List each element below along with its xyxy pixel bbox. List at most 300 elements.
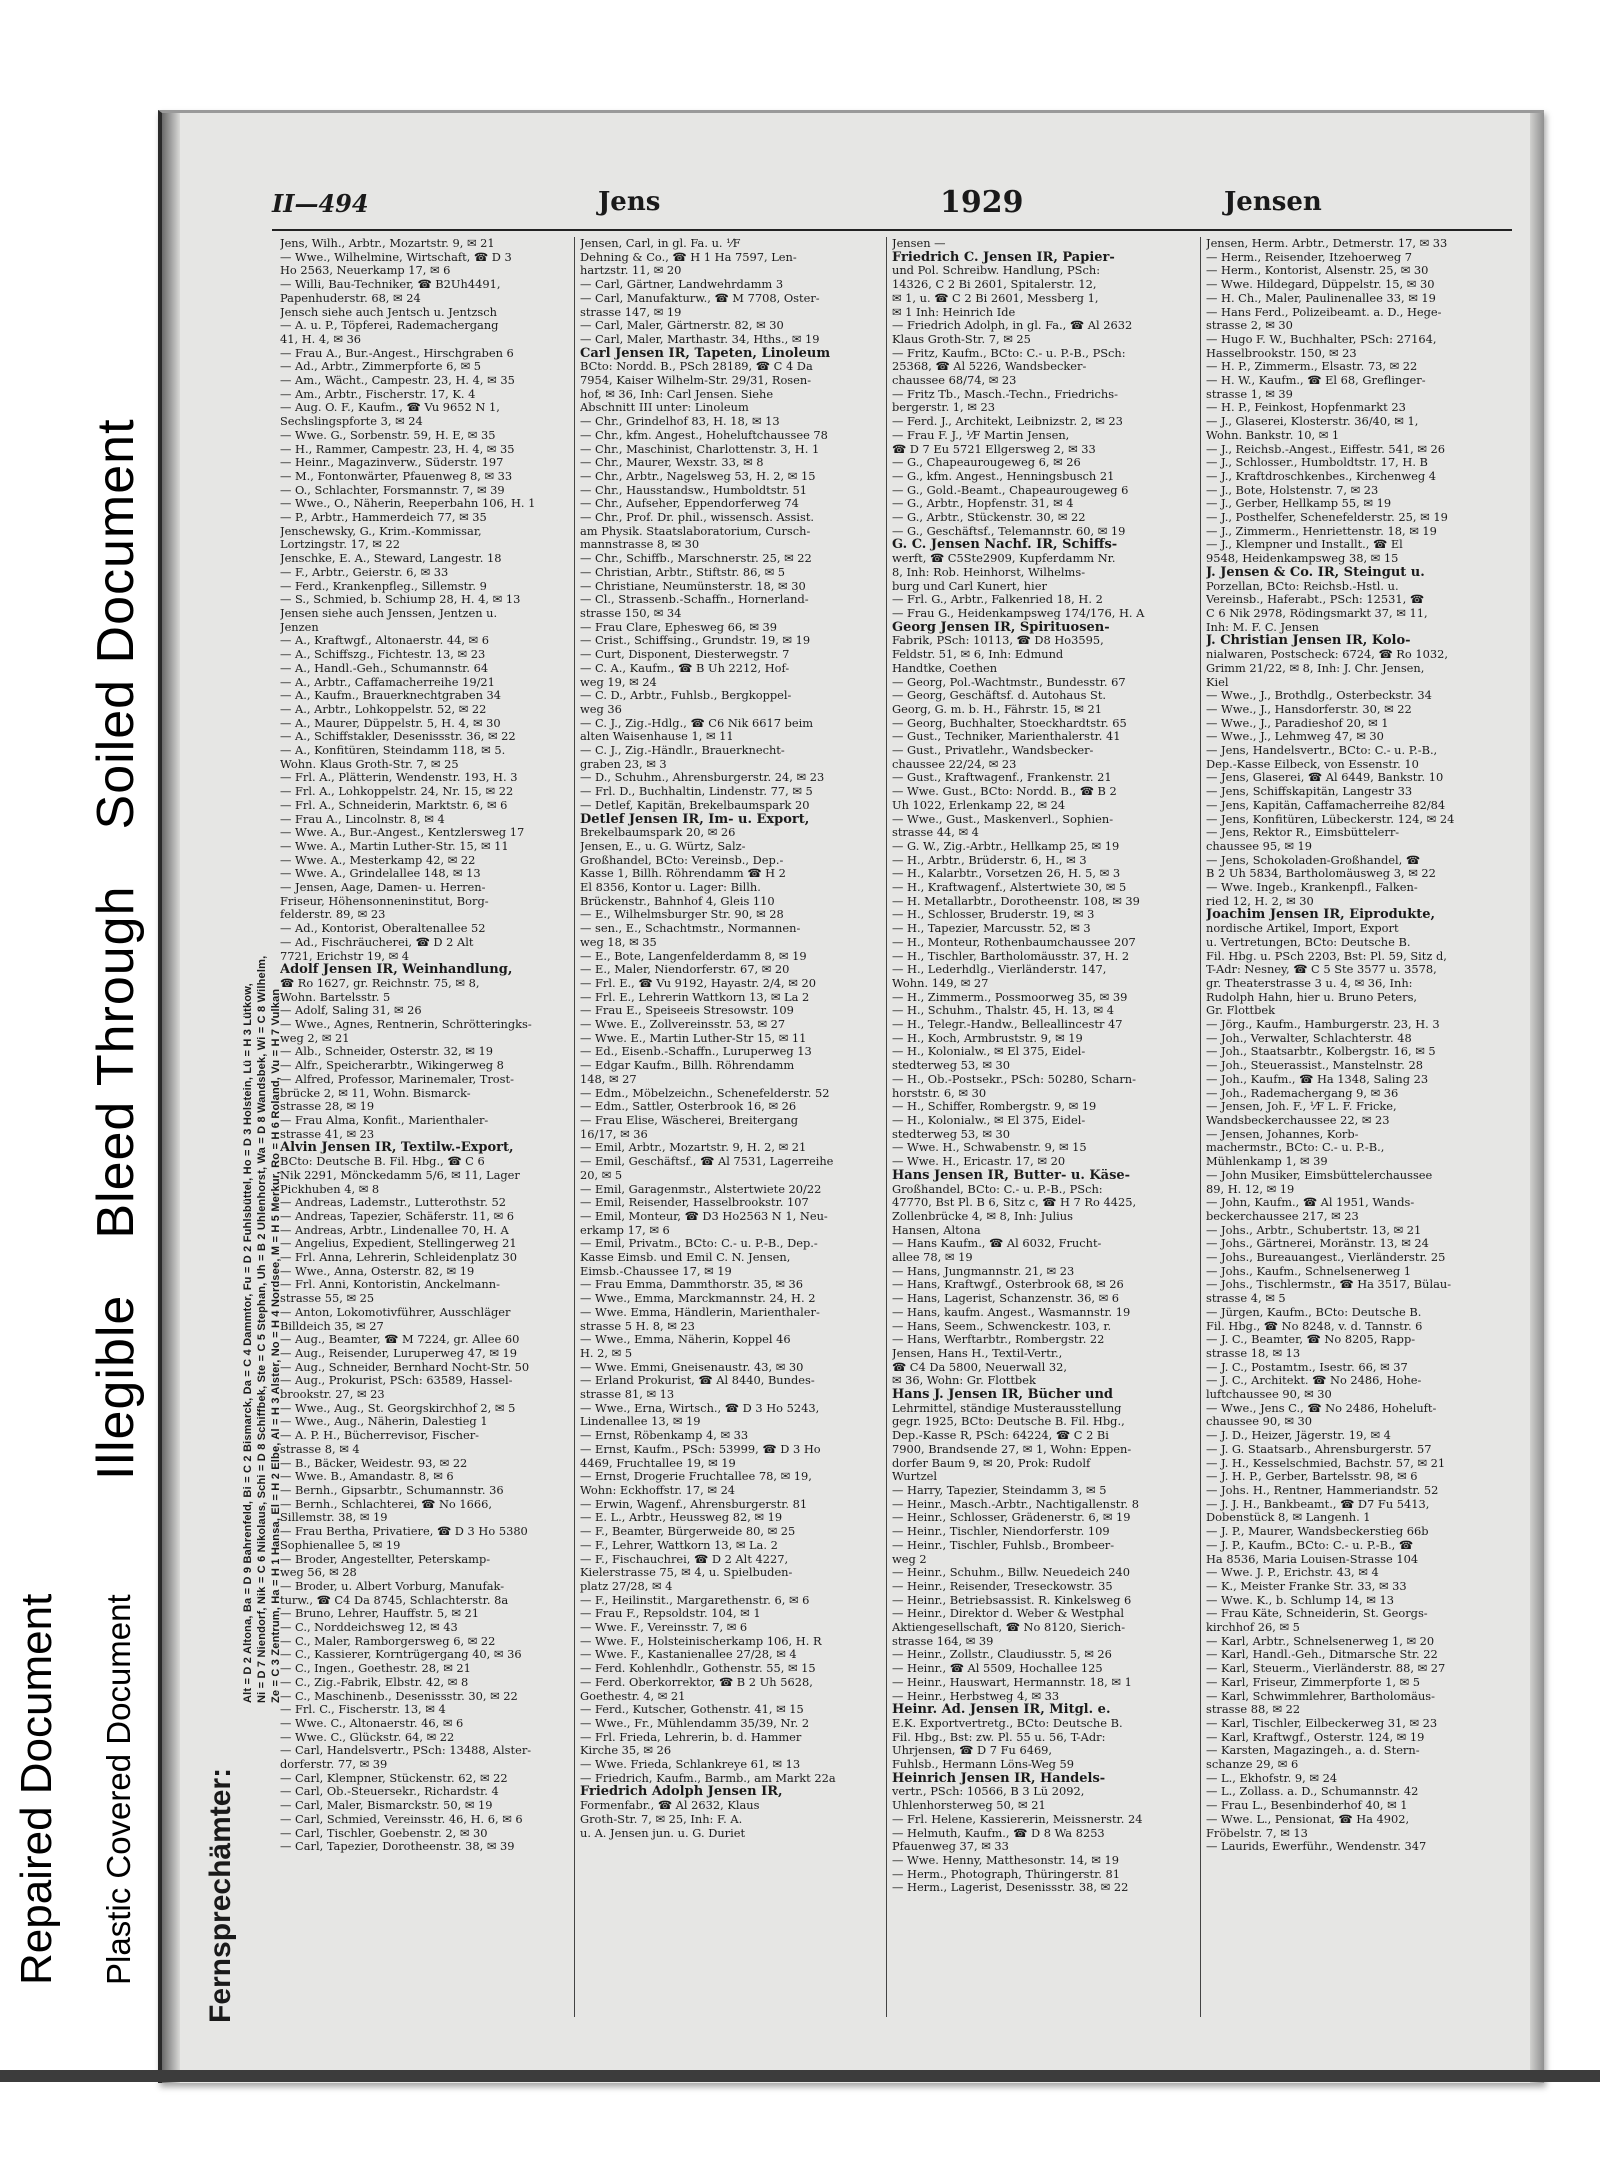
directory-entry: — Heinr., Zollstr., Claudiusstr. 5, ✉ 26 [892,1648,1112,1662]
directory-entry: — M., Fontonwärter, Pfauenweg 8, ✉ 33 [280,469,513,483]
directory-entry: — Heinr., Reisender, Treseckowstr. 35 [892,1579,1113,1593]
directory-entry: — Ferd. Kohlenhdlr., Gothenstr. 55, ✉ 15 [580,1662,816,1676]
label-repaired-document: Repaired Document [12,1593,61,1985]
directory-entry: Papenhuderstr. 68, ✉ 24 [280,291,421,305]
directory-entry: — Heinr., Hauswart, Hermannstr. 18, ✉ 1 [892,1675,1132,1689]
directory-entry: Hansen, Altona [892,1223,981,1237]
directory-entry: — Gust., Kraftwagenf., Frankenstr. 21 [892,771,1112,785]
directory-entry: — Chr., Grindelhof 83, H. 18, ✉ 13 [580,415,780,429]
directory-entry: — Frau E., Speiseeis Stresowstr. 109 [580,1004,794,1018]
directory-entry: — Chr., Aufseher, Eppendorferweg 74 [580,497,799,511]
directory-entry: Carl Jensen IR, Tapeten, Linoleum [580,346,831,361]
directory-entry: ☎ C4 Da 5800, Neuerwall 32, [892,1360,1067,1374]
directory-entry: — Alfred, Professor, Marinemaler, Trost- [280,1072,514,1086]
page-header [272,185,1512,231]
directory-entry: strasse 2, ✉ 30 [1206,319,1293,333]
directory-entry: Grimm 21/22, ✉ 8, Inh: J. Chr. Jensen, [1206,661,1425,675]
directory-entry: — Herm., Photograph, Thüringerstr. 81 [892,1867,1121,1881]
directory-entry: — Carl, Tischler, Goebenstr. 2, ✉ 30 [280,1826,488,1840]
directory-entry: — Wwe. A., Mesterkamp 42, ✉ 22 [280,853,476,867]
directory-entry: Porzellan, BCto: Reichsb.-Hstl. u. [1206,579,1399,593]
directory-entry: — Wwe. Emmi, Gneisenaustr. 43, ✉ 30 [580,1360,804,1374]
directory-entry: — Emil, Privatm., BCto: C.- u. P.-B., Dep.- [580,1237,818,1251]
directory-entry: — Ed., Eisenb.-Schaffn., Luruperweg 13 [580,1045,812,1059]
directory-entry: — Wwe. J. P., Erichstr. 43, ✉ 4 [1206,1566,1379,1580]
directory-entry: strasse 1, ✉ 39 [1206,387,1293,401]
directory-entry: — Karl, Arbtr., Schnelsenerweg 1, ✉ 20 [1206,1634,1435,1648]
directory-entry: — Wwe., Aug., Näherin, Dalestieg 1 [280,1415,488,1429]
directory-entry: nordische Artikel, Import, Export [1206,922,1399,936]
directory-entry: — Heinr., Herbstweg 4, ✉ 33 [892,1689,1060,1703]
directory-entry: T-Adr: Nesney, ☎ C 5 Ste 3577 u. 3578, [1206,963,1437,977]
directory-entry: 20, ✉ 5 [580,1168,623,1182]
directory-entry: — Jens, Glaserei, ☎ Al 6449, Bankstr. 10 [1206,771,1444,785]
directory-entry: — Frl. A., Lohkoppelstr. 24, Nr. 15, ✉ 22 [280,785,514,799]
directory-entry: gegr. 1925, BCto: Deutsche B. Fil. Hbg., [892,1415,1125,1429]
directory-entry: — Alfr., Speicherarbtr., Wikingerweg 8 [280,1059,504,1073]
directory-entry: — Broder, u. Albert Vorburg, Manufak- [280,1579,505,1593]
directory-entry: — C. J., Zig.-Hdlg., ☎ C6 Nik 6617 beim [580,716,814,730]
directory-entry: Groth-Str. 7, ✉ 25, Inh: F. A. [580,1812,743,1826]
directory-entry: burg und Carl Kunert, hier [892,579,1047,593]
header-year: 1929 [940,185,1024,220]
directory-entry: 9548, Heidenkampsweg 38, ✉ 15 [1206,552,1399,566]
directory-entry: Aktiengesellschaft, ☎ No 8120, Sierich- [892,1621,1126,1635]
directory-entry: — C. A., Kaufm., ☎ B Uh 2212, Hof- [580,661,790,675]
directory-entry: — Georg, Pol.-Wachtmstr., Bundesstr. 67 [892,675,1126,689]
directory-entry: — Emil, Geschäftsf., ☎ Al 7531, Lagerreihe [580,1155,834,1169]
directory-entry: — Frau Alma, Konfit., Marienthaler- [280,1114,489,1127]
directory-entry: — Ferd. J., Architekt, Leibnizstr. 2, ✉ 23 [892,415,1123,429]
directory-entry: — Wwe. H., Schwabenstr. 9, ✉ 15 [892,1141,1087,1155]
directory-entry: Billdeich 35, ✉ 27 [280,1319,384,1333]
directory-entry: — Wwe., Gust., Maskenverl., Sophien- [892,812,1114,826]
directory-entry: — Wwe. C., Glückstr. 64, ✉ 22 [280,1730,455,1744]
directory-column-3 [892,237,1196,2057]
directory-entry: — Wwe., J., Hansdorferstr. 30, ✉ 22 [1206,702,1412,716]
directory-entry: Uhrjensen, ☎ D 7 Fu 6469, [892,1744,1053,1758]
directory-entry: — J., Kraftdroschkenbes., Kirchenweg 4 [1206,469,1437,483]
directory-entry: — Fritz, Kaufm., BCto: C.- u. P.-B., PSch: [892,346,1126,360]
directory-entry: — Christiane, Neumünsterstr. 18, ✉ 30 [580,579,806,593]
directory-entry: — J. J. H., Bankbeamt., ☎ D7 Fu 5413, [1206,1497,1430,1511]
directory-entry: Jensch siehe auch Jentsch u. Jentzsch [280,305,497,319]
directory-entry: — A., Schiffszg., Fichtestr. 13, ✉ 23 [280,648,486,662]
directory-entry: — Chr., Schiffb., Marschnerstr. 25, ✉ 22 [580,552,812,566]
directory-entry: — John, Kaufm., ☎ Al 1951, Wands- [1206,1196,1415,1210]
directory-entry: — Wwe. C., Altonaerstr. 46, ✉ 6 [280,1716,464,1730]
directory-entry: chaussee 90, ✉ 30 [1206,1415,1313,1429]
directory-entry: — Johs., Arbtr., Schubertstr. 13, ✉ 21 [1206,1223,1422,1237]
directory-entry: — Wwe., J., Brothdlg., Osterbeckstr. 34 [1206,689,1432,703]
directory-entry: Joachim Jensen IR, Eiprodukte, [1206,908,1436,923]
directory-entry: Jensen, Carl, in gl. Fa. u. ⅟F [580,237,741,250]
directory-entry: strasse 81, ✉ 13 [580,1388,675,1402]
directory-entry: weg 18, ✉ 35 [580,935,657,949]
directory-entry: — Heinr., Direktor d. Weber & Westphal [892,1607,1124,1621]
page-number: II—494 [272,189,369,218]
column-divider [574,237,575,2017]
directory-entry: — Johs., Kaufm., Schnelsenerweg 1 [1206,1264,1411,1278]
directory-entry: — Hans, Kraftwgf., Osterbrook 68, ✉ 26 [892,1278,1124,1292]
directory-entry: — Heinr., Tischler, Fuhlsb., Brombeer- [892,1538,1115,1552]
directory-entry: — Herm., Lagerist, Desenissstr. 38, ✉ 22 [892,1881,1129,1895]
directory-entry: — Wwe. F., Holsteinischerkamp 106, H. R [580,1634,822,1648]
directory-entry: BCto: Deutsche B. Fil. Hbg., ☎ C 6 [280,1155,485,1169]
directory-entry: Heinrich Jensen IR, Handels- [892,1771,1106,1786]
directory-entry: — C., Maler, Ramborgersweg 6, ✉ 22 [280,1634,496,1648]
directory-entry: — Edm., Möbelzeichn., Schenefelderstr. 52 [580,1086,830,1100]
directory-entry: Klaus Groth-Str. 7, ✉ 25 [892,332,1031,346]
directory-entry: — Bernh., Schlachterei, ☎ No 1666, [280,1497,493,1511]
directory-entry: — Alb., Schneider, Osterstr. 32, ✉ 19 [280,1045,493,1059]
directory-entry: — Heinr., Masch.-Arbtr., Nachtigallenstr. 8 [892,1497,1140,1511]
directory-entry: — Hans, Lagerist, Schanzenstr. 36, ✉ 6 [892,1292,1120,1306]
directory-entry: Gr. Flottbek [1206,1004,1276,1018]
directory-entry: — C. D., Arbtr., Fuhlsb., Bergkoppel- [580,689,792,703]
directory-entry: — J., Posthelfer, Schenefelderstr. 25, ✉ 19 [1206,511,1448,525]
directory-entry: — Ferd., Kutscher, Gothenstr. 41, ✉ 15 [580,1703,804,1717]
directory-entry: Großhandel, BCto: Vereinsb., Dep.- [580,853,784,867]
directory-entry: — Frau F., Repsoldstr. 104, ✉ 1 [580,1607,761,1621]
directory-entry: — Frau L., Besenbinderhof 40, ✉ 1 [1206,1799,1408,1813]
directory-entry: — Frau A., Lincolnstr. 8, ✉ 4 [280,812,445,826]
directory-entry: Alvin Jensen IR, Textilw.-Export, [280,1141,514,1156]
directory-entry: — D., Schuhm., Ahrensburgerstr. 24, ✉ 23 [580,771,825,785]
directory-entry: Wohn. Klaus Groth-Str. 7, ✉ 25 [280,757,459,771]
directory-entry: — H., Arbtr., Brüderstr. 6, H., ✉ 3 [892,853,1087,867]
directory-entry: — J. D., Heizer, Jägerstr. 19, ✉ 4 [1206,1429,1391,1443]
column-divider [886,237,887,2017]
directory-entry: — G., kfm. Angest., Henningsbusch 21 [892,469,1115,483]
directory-entry: — Aug., Reisender, Luruperweg 47, ✉ 19 [280,1346,518,1360]
directory-entry: brücke 2, ✉ 11, Wohn. Bismarck- [280,1086,471,1100]
directory-entry: weg 56, ✉ 28 [280,1566,357,1580]
directory-entry: — Andreas, Arbtr., Lindenallee 70, H. A [280,1223,509,1237]
directory-entry: C 6 Nik 2978, Rödingsmarkt 37, ✉ 11, [1206,606,1428,620]
directory-entry: 4469, Fruchtallee 19, ✉ 19 [580,1456,736,1470]
directory-entry: Jenschewsky, G., Krim.-Kommissar, [280,524,482,538]
directory-entry: — Wwe., Anna, Osterstr. 82, ✉ 19 [280,1264,475,1278]
directory-entry: strasse 150, ✉ 34 [580,606,682,620]
directory-entry: Adolf Jensen IR, Weinhandlung, [280,963,513,977]
directory-entry: — Frau A., Bur.-Angest., Hirschgraben 6 [280,346,514,360]
directory-entry: — Hans, kaufm. Angest., Wasmannstr. 19 [892,1305,1131,1319]
directory-entry: — J. H. P., Gerber, Bartelsstr. 98, ✉ 6 [1206,1470,1418,1484]
directory-entry: — Wwe., Fr., Mühlendamm 35/39, Nr. 2 [580,1716,810,1730]
directory-entry: — Bernh., Gipsarbtr., Schumannstr. 36 [280,1483,504,1497]
directory-entry: — Friedrich, Kaufm., Barmb., am Markt 22a [580,1771,836,1785]
directory-entry: erkamp 17, ✉ 6 [580,1223,670,1237]
directory-entry: Ha 8536, Maria Louisen-Strasse 104 [1206,1552,1419,1566]
directory-entry: — H., Lederhdlg., Vierländerstr. 147, [892,963,1107,977]
directory-entry: — Georg, Buchhalter, Stoeckhardtstr. 65 [892,716,1127,730]
directory-entry: 148, ✉ 27 [580,1072,637,1086]
directory-entry: ried 12, H. 2, ✉ 30 [1206,894,1314,908]
directory-entry: — Frl. C., Fischerstr. 13, ✉ 4 [280,1703,446,1717]
directory-entry: Heinr. Ad. Jensen IR, Mitgl. e. [892,1703,1111,1717]
directory-entry: — Frau Clare, Ephesweg 66, ✉ 39 [580,620,778,634]
directory-entry: — Johs. H., Rentner, Hammeriandstr. 52 [1206,1483,1439,1497]
directory-entry: — C., Ingen., Goethestr. 28, ✉ 21 [280,1662,471,1676]
directory-entry: — Andreas, Tapezier, Schäferstr. 11, ✉ 6 [280,1209,515,1223]
directory-entry: — Emil, Arbtr., Mozartstr. 9, H. 2, ✉ 21 [580,1141,807,1155]
directory-entry: — Chr., Maschinist, Charlottenstr. 3, H. 1 [580,442,820,456]
directory-entry: Jensen, Hans H., Textil-Vertr., [892,1346,1063,1360]
directory-entry: Kasse 1, Billh. Röhrendamm ☎ H 2 [580,867,786,881]
directory-entry: BCto: Nordd. B., PSch 28189, ☎ C 4 Da [580,360,813,374]
directory-entry: stedterweg 53, ✉ 30 [892,1127,1011,1141]
directory-entry: und Pol. Schreibw. Handlung, PSch: [892,264,1101,278]
directory-entry: — Jürgen, Kaufm., BCto: Deutsche B. [1206,1305,1422,1319]
directory-entry: J. Jensen & Co. IR, Steingut u. [1206,565,1425,580]
directory-entry: — Carl, Handelsvertr., PSch: 13488, Alster- [280,1744,532,1758]
directory-entry: Sechslingspforte 3, ✉ 24 [280,415,423,429]
directory-entry: — Angelius, Expedient, Stellingerweg 21 [280,1237,517,1251]
legend-line: Alt = D 2 Altona, Ba = D 9 Bahrenfeld, Bi = C 2 Bismarck, Da = C 4 Dammtor, Fu = D 2 Fuhlsbüttel, Ho = D 3 Holstein, Lü = H 3 Lütkow, [242,983,254,1703]
directory-entry: strasse 8, ✉ 4 [280,1442,360,1456]
directory-entry: dorfer Baum 9, ✉ 20, Prok: Rudolf [892,1456,1091,1470]
directory-entry: — Aug. O. F., Kaufm., ☎ Vu 9652 N 1, [280,401,500,415]
directory-entry: — Ernst, Drogerie Fruchtallee 78, ✉ 19, [580,1470,812,1484]
directory-entry: — sen., E., Schachtmstr., Normannen- [580,922,801,936]
directory-entry: — Carl, Tapezier, Dorotheenstr. 38, ✉ 39 [280,1840,515,1854]
directory-entry: — Gust., Techniker, Marienthalerstr. 41 [892,730,1121,744]
directory-entry: Uh 1022, Erlenkamp 22, ✉ 24 [892,798,1066,812]
directory-entry: Sillemstr. 38, ✉ 19 [280,1511,388,1525]
directory-entry: Wohn: Eckhoffstr. 17, ✉ 24 [580,1483,736,1497]
directory-column-4 [1206,237,1516,2057]
directory-entry: — H., Kalarbtr., Vorsetzen 26, H. 5, ✉ 3 [892,867,1121,881]
directory-entry: — G., Chapeaurougeweg 6, ✉ 26 [892,456,1081,470]
directory-entry: stedterweg 53, ✉ 30 [892,1059,1011,1073]
directory-entry: — H., Schiffer, Rombergstr. 9, ✉ 19 [892,1100,1097,1114]
directory-entry: — Heinr., Schlosser, Grädenerstr. 6, ✉ 19 [892,1511,1131,1525]
directory-entry: — Laurids, Ewerführ., Wendenstr. 347 [1206,1840,1427,1854]
directory-entry: — H., Kolonialw., ✉ El 375, Eidel- [892,1114,1086,1127]
directory-entry: 8, Inh: Rob. Heinhorst, Wilhelms- [892,565,1086,579]
directory-entry: Fabrik, PSch: 10113, ☎ D8 Ho3595, [892,634,1104,648]
label-plastic-covered-document: Plastic Covered Document [100,1594,137,1985]
directory-entry: 25368, ☎ Al 5226, Wandsbecker- [892,360,1087,374]
directory-entry: — Jens, Konfitüren, Lübeckerstr. 124, ✉ 24 [1206,812,1455,826]
directory-entry: — Herm., Reisender, Itzehoerweg 7 [1206,250,1412,264]
directory-entry: El 8356, Kontor u. Lager: Billh. [580,881,761,895]
directory-entry: weg 19, ✉ 24 [580,675,657,689]
directory-entry: Fil. Hbg. u. PSch 2203, Bst: Pl. 59, Sitz d, [1206,949,1447,963]
directory-entry: — F., Lehrer, Wattkorn 13, ✉ La. 2 [580,1538,778,1552]
directory-entry: strasse 5 H. 8, ✉ 23 [580,1319,695,1333]
directory-entry: — Gust., Privatlehr., Wandsbecker- [892,744,1094,758]
directory-entry: — Frl. Anni, Kontoristin, Anckelmann- [280,1278,500,1292]
binding-shadow [162,113,180,2083]
directory-entry: Friedrich C. Jensen IR, Papier- [892,250,1115,265]
directory-entry: — Georg, Geschäftsf. d. Autohaus St. [892,689,1107,703]
directory-entry: — Joh., Staatsarbtr., Kolbergstr. 16, ✉ 5 [1206,1045,1436,1059]
directory-entry: — F., Beamter, Bürgerweide 80, ✉ 25 [580,1525,796,1539]
directory-entry: G. C. Jensen Nachf. IR, Schiffs- [892,538,1118,553]
directory-entry: Zollenbrücke 4, ✉ 8, Inh: Julius [892,1209,1073,1223]
directory-entry: — F., Fischauchrei, ☎ D 2 Alt 4227, [580,1552,789,1566]
directory-entry: — Adolf, Saling 31, ✉ 26 [280,1004,422,1018]
directory-entry: — Am., Wächt., Campestr. 23, H. 4, ✉ 35 [280,374,515,388]
directory-entry: — Frl. A., Plätterin, Wendenstr. 193, H. 3 [280,771,518,785]
directory-entry: Großhandel, BCto: C.- u. P.-B., PSch: [892,1182,1103,1196]
directory-entry: — C., Norddeichsweg 12, ✉ 43 [280,1621,458,1635]
directory-entry: — C. J., Zig.-Händlr., Brauerknecht- [580,744,785,758]
directory-entry: — J. C., Postamtm., Isestr. 66, ✉ 37 [1206,1360,1408,1374]
directory-entry: — Frau Emma, Dammthorstr. 35, ✉ 36 [580,1278,804,1292]
directory-entry: — Karl, Tischler, Eilbeckerweg 31, ✉ 23 [1206,1716,1438,1730]
directory-entry: — H., Zimmerm., Possmoorweg 35, ✉ 39 [892,990,1128,1004]
directory-entry: — L., Zollass. a. D., Schumannstr. 42 [1206,1785,1419,1799]
directory-entry: — Wwe., Emma, Näherin, Koppel 46 [580,1333,791,1347]
directory-entry: — H. Ch., Maler, Paulinenallee 33, ✉ 19 [1206,291,1436,305]
directory-entry: Pfauenweg 37, ✉ 33 [892,1840,1009,1854]
directory-entry: — Jens, Schiffskapitän, Langestr 33 [1206,785,1413,799]
directory-entry: — E., Maler, Niendorferstr. 67, ✉ 20 [580,963,790,977]
directory-entry: — Wwe. Hildegard, Düppelstr. 15, ✉ 30 [1206,278,1435,292]
directory-entry: — Carl, Ob.-Steuersekr., Richardstr. 4 [280,1785,499,1799]
directory-entry: Wurtzel [892,1470,937,1484]
directory-entry: — A., Kaufm., Brauerknechtgraben 34 [280,689,502,703]
directory-entry: — Anton, Lokomotivführer, Ausschläger [280,1305,511,1319]
directory-entry: — Wwe. E., Zollvereinsstr. 53, ✉ 27 [580,1018,786,1032]
directory-entry: dorferstr. 77, ✉ 39 [280,1758,388,1772]
directory-entry: — Carl, Schmied, Vereinsstr. 46, H. 6, ✉ 6 [280,1812,523,1826]
directory-entry: Hasselbrookstr. 150, ✉ 23 [1206,346,1357,360]
directory-entry: — Carl, Maler, Gärtnerstr. 82, ✉ 30 [580,319,784,333]
directory-entry: — H., Ob.-Postsekr., PSch: 50280, Scharn- [892,1072,1136,1086]
directory-entry: gr. Theaterstrasse 3 u. 4, ✉ 36, Inh: [1206,976,1413,990]
document-condition-labels [0,0,150,2177]
directory-entry: ✉ 36, Wohn: Gr. Flottbek [892,1374,1036,1388]
directory-entry: chaussee 68/74, ✉ 23 [892,374,1017,388]
directory-entry: — Ferd. Oberkorrektor, ☎ B 2 Uh 5628, [580,1675,813,1689]
directory-entry: — Karl, Schwimmlehrer, Bartholomäus- [1206,1689,1435,1703]
directory-entry: — J., Zimmerm., Henriettenstr. 18, ✉ 19 [1206,524,1437,538]
directory-entry: — Frl. Helene, Kassiererin, Meissnerstr. 24 [892,1812,1143,1826]
directory-entry: — Frl. Frieda, Lehrerin, b. d. Hammer [580,1730,802,1744]
directory-entry: — Frl. D., Buchhaltin, Lindenstr. 77, ✉ 5 [580,785,813,799]
directory-entry: J. Christian Jensen IR, Kolo- [1206,634,1411,649]
directory-entry: Friseur, Höhensonneninstitut, Borg- [280,894,489,908]
directory-entry: Jensen, E., u. G. Würtz, Salz- [580,839,746,853]
directory-entry: — Johs., Tischlermstr., ☎ Ha 3517, Bülau- [1206,1278,1452,1292]
directory-entry: — Wwe. Frieda, Schlankreye 61, ✉ 13 [580,1758,801,1772]
directory-entry: — Friedrich Adolph, in gl. Fa., ☎ Al 2632 [892,319,1133,333]
directory-entry: — Wwe. E., Martin Luther-Str 15, ✉ 11 [580,1031,807,1045]
directory-entry: — Heinr., ☎ Al 5509, Hochallee 125 [892,1662,1103,1676]
directory-entry: beckerchaussee 217, ✉ 23 [1206,1209,1359,1223]
directory-entry: mannstrasse 8, ✉ 30 [580,538,700,552]
directory-entry: — J., Gerber, Hellkamp 55, ✉ 19 [1206,497,1392,511]
directory-entry: strasse 28, ✉ 19 [280,1100,375,1114]
directory-entry: — Erland Prokurist, ☎ Al 8440, Bundes- [580,1374,815,1388]
directory-entry: bergerstr. 1, ✉ 23 [892,401,995,415]
directory-entry: — Chr., Hausstandsw., Humboldtstr. 51 [580,483,808,497]
directory-entry: — H., Koch, Armbruststr. 9, ✉ 19 [892,1031,1083,1045]
directory-entry: strasse 18, ✉ 13 [1206,1346,1301,1360]
directory-entry: Feldstr. 51, ✉ 6, Inh: Edmund [892,648,1064,662]
directory-entry: — Karl, Kraftwgf., Osterstr. 124, ✉ 19 [1206,1730,1425,1744]
directory-entry: — H., Monteur, Rothenbaumchaussee 207 [892,935,1136,949]
directory-entry: E.K. Exportvertretg., BCto: Deutsche B. [892,1716,1123,1730]
directory-entry: Dep.-Kasse Eilbeck, von Essenstr. 10 [1206,757,1419,771]
directory-entry: weg 36 [580,702,622,716]
directory-entry: — G. W., Zig.-Arbtr., Hellkamp 25, ✉ 19 [892,839,1120,853]
directory-entry: 41, H. 4, ✉ 36 [280,332,362,346]
directory-entry: 7900, Brandsende 27, ✉ 1, Wohn: Eppen- [892,1442,1132,1456]
directory-entry: Dehning & Co., ☎ H 1 Ha 7597, Len- [580,250,797,264]
directory-entry: — Jens, Schokoladen-Großhandel, ☎ [1206,853,1421,867]
directory-entry: — Aug., Beamter, ☎ M 7224, gr. Allee 60 [280,1333,520,1347]
directory-entry: — F., Arbtr., Geierstr. 6, ✉ 33 [280,565,449,579]
directory-entry: — Joh., Rademachergang 9, ✉ 36 [1206,1086,1399,1100]
directory-entry: — Wwe. Emma, Händlerin, Marienthaler- [580,1305,820,1319]
directory-entry: Eimsb.-Chaussee 17, ✉ 19 [580,1264,732,1278]
directory-entry: — Frl. E., Lehrerin Wattkorn 13, ✉ La 2 [580,990,810,1004]
directory-entry: — Wwe. H., Ericastr. 17, ✉ 20 [892,1155,1066,1169]
directory-entry: — Johs., Bureauangest., Vierländerstr. 25 [1206,1251,1446,1265]
directory-entry: — Crist., Schiffsing., Grundstr. 19, ✉ 19 [580,634,811,648]
directory-entry: — J. P., Maurer, Wandsbeckerstieg 66b [1206,1525,1429,1539]
directory-entry: Vereinsb., Haferabt., PSch: 12531, ☎ [1206,593,1425,607]
directory-entry: Detlef Jensen IR, Im- u. Export, [580,812,810,827]
directory-entry: strasse 164, ✉ 39 [892,1634,994,1648]
directory-entry: — Emil, Monteur, ☎ D3 Ho2563 N 1, Neu- [580,1209,828,1223]
directory-entry: Kasse Eimsb. und Emil C. N. Jensen, [580,1251,791,1265]
directory-entry: — Hans, Seem., Schwenckestr. 103, r. [892,1319,1112,1333]
scanned-directory-page [158,110,1544,2083]
directory-entry: — Wwe. B., Amandastr. 8, ✉ 6 [280,1470,454,1484]
directory-entry: nialwaren, Postscheck: 6724, ☎ Ro 1032, [1206,648,1448,662]
directory-entry: Georg, G. m. b. H., Fährstr. 15, ✉ 21 [892,702,1102,716]
directory-entry: — Heinr., Tischler, Niendorferstr. 109 [892,1525,1110,1539]
directory-entry: Nik 2291, Mönckedamm 5/6, ✉ 11, Lager [280,1168,520,1182]
directory-entry: — A. P. H., Bücherrevisor, Fischer- [280,1429,480,1443]
directory-entry: — Chr., Arbtr., Nagelsweg 53, H. 2, ✉ 15 [580,469,816,483]
directory-entry: — Edgar Kaufm., Billh. Röhrendamm [580,1059,795,1073]
directory-entry: — F., Heilinstit., Margarethenstr. 6, ✉ 6 [580,1593,810,1607]
directory-entry: — Chr., Prof. Dr. phil., wissensch. Assist. [580,511,815,525]
directory-entry: — Jens, Handelsvertr., BCto: C.- u. P.-B., [1206,744,1438,758]
directory-entry: — Wwe. A., Bur.-Angest., Kentzlersweg 17 [280,826,525,840]
directory-entry: — Heinr., Magazinverw., Süderstr. 197 [280,456,504,470]
directory-entry: — H., Tischler, Bartholomäusstr. 37, H. 2 [892,949,1130,963]
directory-entry: Jensen, Herm. Arbtr., Detmerstr. 17, ✉ 33 [1206,237,1448,250]
directory-entry: werft, ☎ C5Ste2909, Kupferdamm Nr. [892,552,1116,566]
label-illegible: Illegible [87,1294,145,1480]
directory-entry: — Ernst, Kaufm., PSch: 53999, ☎ D 3 Ho [580,1442,821,1456]
directory-entry: — G., Geschäftsf., Telemannstr. 60, ✉ 19 [892,524,1126,538]
directory-entry: — H. P., Feinkost, Hopfenmarkt 23 [1206,401,1406,415]
directory-entry: — Edm., Sattler, Osterbrook 16, ✉ 26 [580,1100,797,1114]
legend-line: Ni = D 7 Niendorf, Nik = C 6 Nikolaus, Schi = D 8 Schiffbek, Ste = C 5 Stephan, Uh = B 2 Uhlenhorst, Wa = D 8 Wandsbek, Wi = C 8 Wilhelm, [256,955,268,1703]
directory-entry: Mühlenkamp 1, ✉ 39 [1206,1155,1328,1169]
directory-entry: Friedrich Adolph Jensen IR, [580,1785,783,1800]
legend-line: Ze = C 3 Zentrum, Ha = H 1 Hansa, El = H 2 Elbe, Al = H 3 Alster, No = H 4 Nordsee, M = H 5 Merkur, Ro = H 6 Roland, Vu = H 7 Vulkan [270,988,282,1703]
directory-entry: — J., Reichsb.-Angest., Eiffestr. 541, ✉ 26 [1206,442,1446,456]
directory-entry: Wohn. 149, ✉ 27 [892,976,989,990]
directory-entry: — Erwin, Wagenf., Ahrensburgerstr. 81 [580,1497,808,1511]
directory-entry: — K., Meister Franke Str. 33, ✉ 33 [1206,1579,1407,1593]
directory-entry: — G., Arbtr., Stückenstr. 30, ✉ 22 [892,511,1086,525]
directory-entry: — Frau Bertha, Privatiere, ☎ D 3 Ho 5380 [280,1525,528,1539]
directory-entry: — Wwe. L., Pensionat, ☎ Ha 4902, [1206,1812,1410,1826]
directory-entry: — H., Telegr.-Handw., Belleallincestr 47 [892,1018,1123,1032]
directory-entry: — H., Schuhm., Thalstr. 45, H. 13, ✉ 4 [892,1004,1114,1018]
